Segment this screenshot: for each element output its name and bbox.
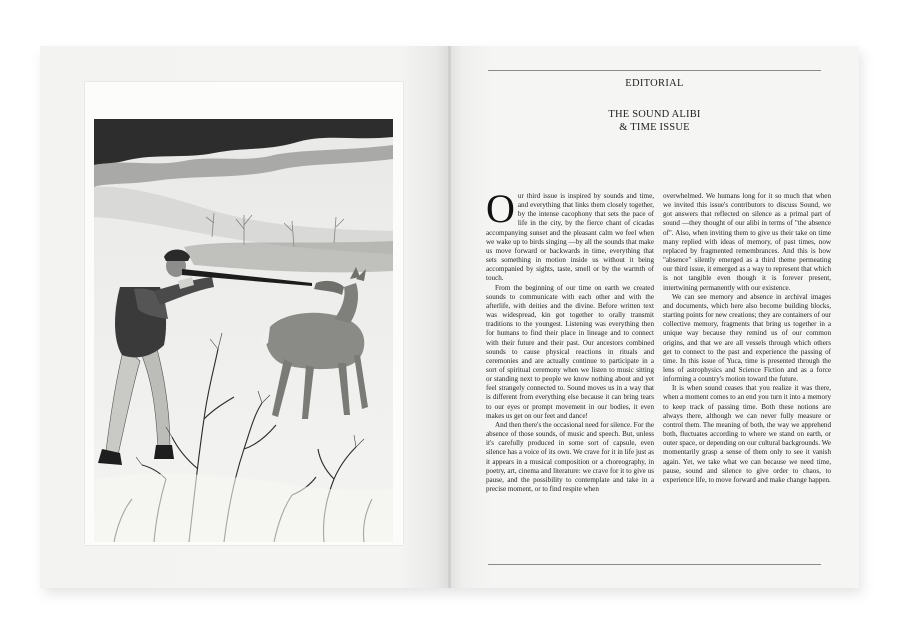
text-column-right bbox=[663, 192, 831, 485]
hunter-and-deer-illustration bbox=[94, 119, 393, 542]
photo-print bbox=[85, 82, 403, 545]
article-title bbox=[488, 108, 821, 134]
paragraph-1-text: ur third issue is inspired by sounds and time, and everything that links them closely together, by the intense cacophony that sets the pace of life in the city, by the fierce chant of cicadas accompanying sunset and the pleasant calm we feel when we wake up to birds singing —by all the sounds that make us move forward or backwards in time, everything that sets something in motion inside us without it being accompanied by sights, taste, smell or by the warmth of touch. bbox=[486, 192, 654, 283]
paragraph-3-continued: overwhelmed. We humans long for it so much that when we invited this issue's contributors to discuss Sound, we got answers that reflected on silence as a primal part of sound —they thought of our alibi in terms of "the absence of". Also, when inviting them to give us their take on time many replied with ideas of memory, of past times, now replaced by fragmented remembrances. And this is how "absence" silently emerged as a third theme permeating our third issue, it emerged as a way to represent that which is not tangible even though it is forever present, intertwining permanently with our existence. bbox=[663, 192, 831, 292]
paragraph-2: From the beginning of our time on earth we created sounds to communicate with each other and with the afterlife, with deities and the divine. Before written text was widespread, kin got together to orally transmit traditions to the youngest. Listening was everything then for humans to find their place in lineage and to connect with their future and their past. Our ancestors combined sounds to cause physical reactions in rituals and ceremonies and are actually continue to participate in a sort of spiritual ceremony when we listen to music sitting or standing next to people we know nothing about and yet feel strangely connected to. Sound moves us in a way that is different from everything else because it can bring tears to our eyes or prompt movement in our bodies, it even makes us get on our feet and dance! bbox=[486, 283, 654, 420]
paragraph-5: It is when sound ceases that you realize it was there, when a moment comes to an end you turn it into a memory to keep track of passing time. Both these notions are always there, although we can never fully measure or control them. The meaning of both, the way we apprehend both, fluctuates according to where we stand on earth, or outer space, or depending on our cultural backgrounds. We momentarily grasp a sense of them only to see it vanish again. Yet, we take what we can because we need time, pause, sound and silence to give order to chaos, to experience life, to move forward and make change happen. bbox=[663, 384, 831, 484]
paragraph-3: And then there's the occasional need for silence. For the absence of those sounds, of music and speech. But, unless it's carefully produced in some sort of capsule, even silence has a voice of its own. We crave for it in life just as it appears in a musical composition or a choreography, in poetry, art, cinema and literature: we crave for it to give us pause, and the possibility to contemplate and take in a precise moment, or to find respite when bbox=[486, 420, 654, 493]
paragraph-4: We can see memory and absence in archival images and documents, which here also become building blocks, starting points for new creations; they are containers of our collective memory, fragments that bring us together in a unique way because they remind us of our common origins, and that we are all vessels through which others get to connect to the past and experience the passing of time. In this issue of Yuca, time is presented through the lens of astrophysics and Science Fiction and as a force informing a country's motion toward the future. bbox=[663, 292, 831, 384]
paragraph-1 bbox=[486, 186, 654, 284]
section-label: EDITORIAL bbox=[625, 78, 684, 89]
text-column-left bbox=[486, 186, 654, 494]
title-line-1: THE SOUND ALIBI bbox=[608, 109, 701, 120]
bottom-rule bbox=[488, 564, 821, 565]
top-rule bbox=[488, 70, 821, 71]
archival-photo bbox=[94, 119, 393, 542]
right-page bbox=[451, 46, 859, 588]
left-page bbox=[40, 46, 449, 588]
drop-cap: O bbox=[486, 186, 515, 231]
title-line-2: & TIME ISSUE bbox=[619, 122, 690, 133]
